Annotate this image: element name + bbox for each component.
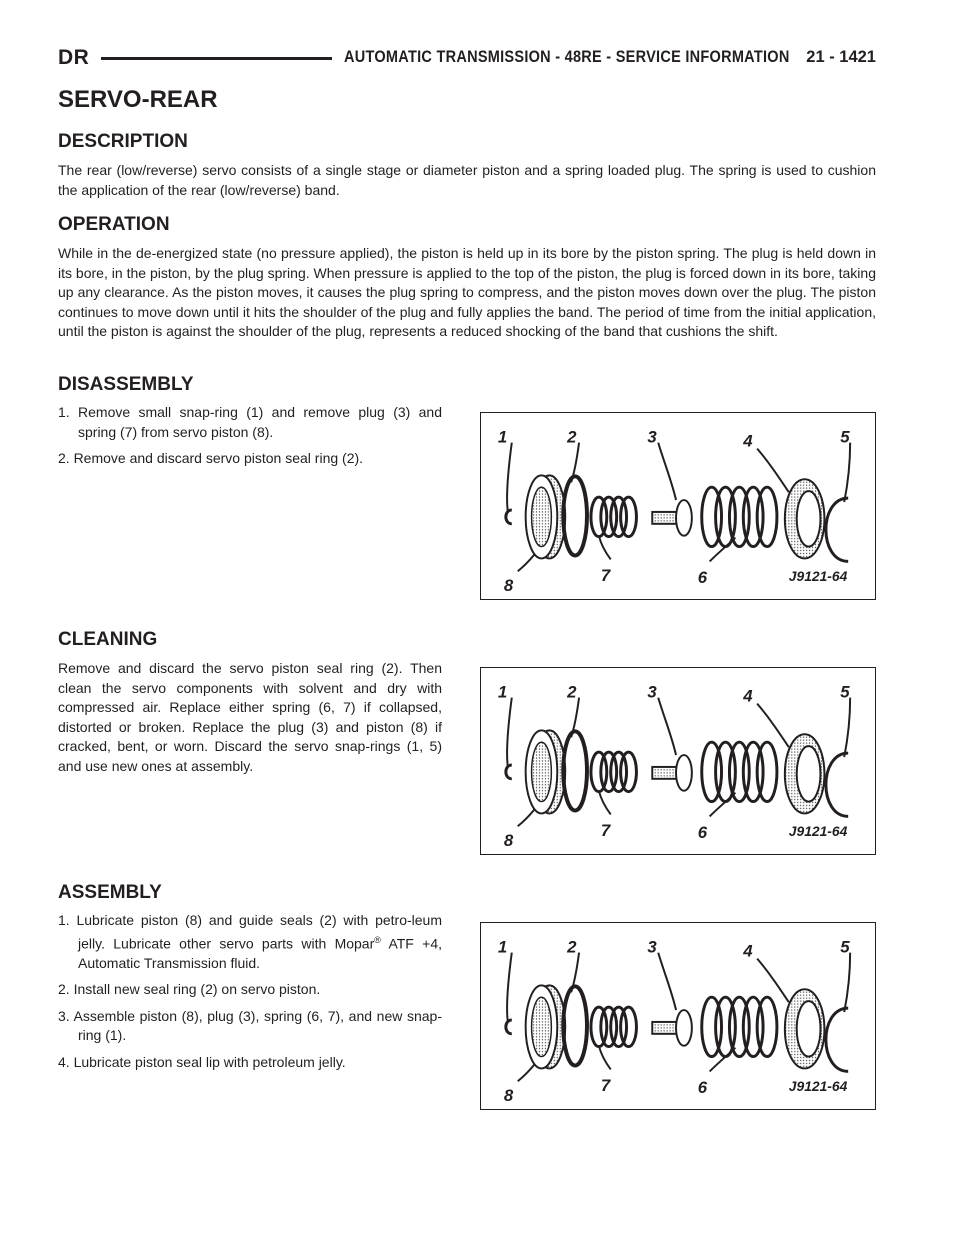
plug-spring-part [591, 497, 637, 537]
seal-ring-part [563, 986, 587, 1065]
callout-8: 8 [503, 576, 514, 596]
seal-ring-part [563, 476, 587, 555]
callout-2: 2 [567, 682, 577, 702]
callout-3: 3 [647, 937, 657, 957]
leader-line-3 [658, 953, 676, 1010]
large-snap-ring-part [826, 1008, 848, 1071]
figure-id: J9121-64 [788, 823, 848, 840]
header-brand: DR [58, 46, 90, 69]
spring-retainer-part [785, 479, 825, 558]
callout-7: 7 [600, 566, 611, 586]
leader-line-5 [844, 953, 850, 1012]
page-header [58, 44, 876, 74]
callout-8: 8 [503, 1086, 514, 1106]
assembly-step-1-text: 1. Lubricate piston (8) and guide seals (2) with petro-leum jelly. Lubricate other servo parts with Mopar [58, 912, 442, 952]
assembly-step-1 [58, 911, 442, 973]
plug-part [652, 1010, 692, 1046]
callout-3: 3 [647, 682, 657, 702]
callout-1: 1 [497, 682, 508, 702]
leader-line-4 [757, 959, 789, 1003]
small-snap-ring-part [506, 765, 512, 779]
servo-exploded-figure-cleaning [480, 667, 876, 855]
leader-line-4 [757, 449, 789, 493]
leader-line-5 [844, 698, 850, 757]
leader-line-7 [599, 536, 611, 560]
plug-part [652, 500, 692, 536]
callout-5: 5 [840, 682, 850, 702]
leader-line-1 [507, 443, 512, 512]
callout-8: 8 [503, 831, 514, 851]
servo-exploded-figure-assembly [480, 922, 876, 1110]
leader-line-1 [507, 953, 512, 1022]
callout-2: 2 [567, 937, 577, 957]
piston-spring-part [702, 742, 777, 801]
callout-1: 1 [497, 427, 508, 447]
callout-2: 2 [567, 427, 577, 447]
servo-parts-illustration [481, 668, 875, 854]
assembly-step-4: 4. Lubricate piston seal lip with petroleum jelly. [58, 1053, 346, 1070]
spring-retainer-part [785, 989, 825, 1068]
large-snap-ring-part [826, 498, 848, 561]
header-title: AUTOMATIC TRANSMISSION - 48RE - SERVICE INFORMATION [344, 48, 790, 66]
callout-1: 1 [497, 937, 508, 957]
seal-ring-part [563, 731, 587, 810]
registered-mark: ® [374, 934, 381, 945]
plug-spring-part [591, 1007, 637, 1047]
disassembly-step-1: 1. Remove small snap-ring (1) and remove plug (3) and spring (7) from servo piston (8). [58, 404, 442, 440]
servo-piston-part [526, 730, 566, 813]
servo-piston-part [526, 985, 566, 1068]
leader-line-3 [658, 698, 676, 755]
callout-4: 4 [743, 431, 753, 451]
servo-exploded-figure-disassembly [480, 412, 876, 600]
assembly-step-2: 2. Install new seal ring (2) on servo piston. [58, 981, 321, 998]
callout-5: 5 [840, 427, 850, 447]
callout-7: 7 [600, 821, 611, 841]
callout-6: 6 [697, 568, 708, 588]
servo-parts-illustration [481, 923, 875, 1109]
callout-7: 7 [600, 1076, 611, 1096]
page-title: SERVO-REAR [58, 86, 218, 113]
plug-spring-part [591, 752, 637, 792]
header-page-number: 21 - 1421 [806, 48, 876, 66]
disassembly-heading: DISASSEMBLY [58, 374, 194, 395]
leader-line-7 [599, 1046, 611, 1070]
leader-line-4 [757, 704, 789, 748]
callout-6: 6 [697, 1078, 708, 1098]
small-snap-ring-part [506, 510, 512, 524]
callout-3: 3 [647, 427, 657, 447]
operation-heading: OPERATION [58, 214, 170, 235]
description-text: The rear (low/reverse) servo consists of a single stage or diameter piston and a spring loaded plug. The spring is used to cushion the application of the rear (low/reverse) band. [58, 162, 876, 198]
spring-retainer-part [785, 734, 825, 813]
servo-parts-illustration [481, 413, 875, 599]
disassembly-steps [58, 403, 442, 476]
assembly-steps [58, 911, 442, 1079]
header-rule [101, 57, 332, 60]
operation-text: While in the de-energized state (no pressure applied), the piston is held up in its bore by the piston spring. The plug is held down in its bore, in the piston, by the plug spring. When pressure is applied to the top of the piston, the plug is forced down in its bore, taking up any clearance. As the piston moves, it causes the plug spring to compress, and the piston moves down over the plug. The piston continues to move down until it hits the shoulder of the plug and fully applies the band. The period of time from the initial application, until the piston is against the shoulder of the plug, represents a reduced shocking of the band that cushions the shift. [58, 245, 876, 339]
large-snap-ring-part [826, 753, 848, 816]
leader-line-5 [844, 443, 850, 502]
callout-4: 4 [743, 941, 753, 961]
callout-6: 6 [697, 823, 708, 843]
cleaning-text: Remove and discard the servo piston seal ring (2). Then clean the servo components with solvent and dry with compressed air. Replace either spring (6, 7) if collapsed, distorted or broken. Replace the plug (3) and piston (8) if cracked, bent, or worn. Discard the servo snap-rings (1, 5) and use new ones at assembly. [58, 660, 442, 774]
cleaning-heading: CLEANING [58, 629, 158, 650]
plug-part [652, 755, 692, 791]
figure-id: J9121-64 [788, 568, 848, 585]
small-snap-ring-part [506, 1020, 512, 1034]
callout-4: 4 [743, 686, 753, 706]
assembly-heading: ASSEMBLY [58, 882, 162, 903]
disassembly-step-2: 2. Remove and discard servo piston seal ring (2). [58, 450, 364, 466]
assembly-step-3: 3. Assemble piston (8), plug (3), spring (6, 7), and new snap-ring (1). [58, 1007, 442, 1044]
piston-spring-part [702, 487, 777, 546]
leader-line-3 [658, 443, 676, 500]
leader-line-1 [507, 698, 512, 767]
assembly-step-1-text-cont: ATF +4, Automatic Transmission fluid. [78, 935, 443, 971]
leader-line-7 [599, 791, 611, 815]
callout-5: 5 [840, 937, 850, 957]
description-heading: DESCRIPTION [58, 131, 188, 152]
figure-id: J9121-64 [788, 1078, 848, 1095]
servo-piston-part [526, 475, 566, 558]
piston-spring-part [702, 997, 777, 1056]
